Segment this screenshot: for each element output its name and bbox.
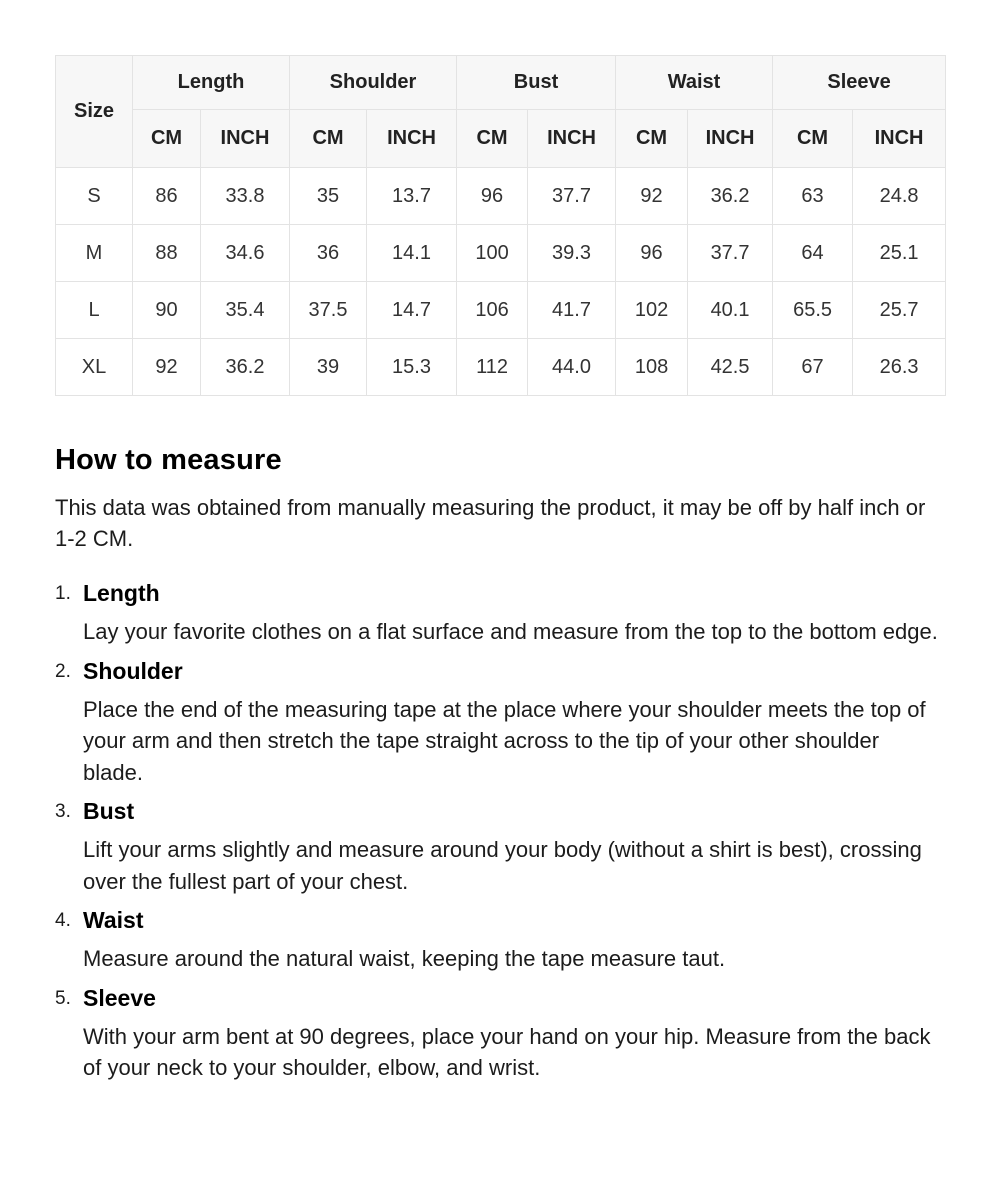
step-description: Lay your favorite clothes on a flat surface and measure from the top to the bottom edge. bbox=[83, 619, 938, 644]
cell-value: 14.7 bbox=[367, 282, 457, 339]
cell-value: 67 bbox=[773, 339, 853, 396]
size-label: L bbox=[56, 282, 133, 339]
cell-value: 41.7 bbox=[528, 282, 616, 339]
unit-header-shoulder-cm: CM bbox=[290, 110, 367, 168]
step-term: Waist bbox=[83, 907, 144, 933]
unit-header-bust-inch: INCH bbox=[528, 110, 616, 168]
cell-value: 37.5 bbox=[290, 282, 367, 339]
cell-value: 100 bbox=[457, 225, 528, 282]
cell-value: 112 bbox=[457, 339, 528, 396]
cell-value: 39.3 bbox=[528, 225, 616, 282]
table-row bbox=[56, 168, 946, 225]
step-term: Bust bbox=[83, 798, 135, 824]
step-number: 3. bbox=[55, 801, 71, 822]
step-description: Place the end of the measuring tape at the place where your shoulder meets the top of your arm and then stretch the tape straight across to the tip of your other shoulder blade. bbox=[83, 696, 926, 785]
cell-value: 36 bbox=[290, 225, 367, 282]
cell-value: 35 bbox=[290, 168, 367, 225]
group-header-shoulder: Shoulder bbox=[290, 56, 457, 110]
group-header-bust: Bust bbox=[457, 56, 616, 110]
cell-value: 42.5 bbox=[688, 339, 773, 396]
cell-value: 63 bbox=[773, 168, 853, 225]
step-term: Sleeve bbox=[83, 984, 156, 1011]
size-label: S bbox=[56, 168, 133, 225]
cell-value: 88 bbox=[133, 225, 201, 282]
cell-value: 34.6 bbox=[201, 225, 290, 282]
cell-value: 25.1 bbox=[853, 225, 946, 282]
unit-header-sleeve-cm: CM bbox=[773, 110, 853, 168]
cell-value: 13.7 bbox=[367, 168, 457, 225]
cell-value: 40.1 bbox=[688, 282, 773, 339]
cell-value: 96 bbox=[616, 225, 688, 282]
cell-value: 106 bbox=[457, 282, 528, 339]
unit-header-length-cm: CM bbox=[133, 110, 201, 168]
cell-value: 25.7 bbox=[853, 282, 946, 339]
cell-value: 37.7 bbox=[688, 225, 773, 282]
cell-value: 15.3 bbox=[367, 339, 457, 396]
cell-value: 90 bbox=[133, 282, 201, 339]
step-number: 2. bbox=[55, 660, 71, 682]
cell-value: 26.3 bbox=[853, 339, 946, 396]
table-row bbox=[56, 225, 946, 282]
measure-steps-list bbox=[55, 580, 945, 1084]
size-chart-table bbox=[55, 55, 946, 396]
cell-value: 44.0 bbox=[528, 339, 616, 396]
cell-value: 65.5 bbox=[773, 282, 853, 339]
cell-value: 92 bbox=[133, 339, 201, 396]
unit-header-waist-inch: INCH bbox=[688, 110, 773, 168]
step-description: Measure around the natural waist, keeping the tape measure taut. bbox=[83, 946, 726, 971]
list-item bbox=[55, 798, 945, 897]
cell-value: 33.8 bbox=[201, 168, 290, 225]
size-label: XL bbox=[56, 339, 133, 396]
list-item bbox=[55, 580, 945, 648]
unit-header-shoulder-inch: INCH bbox=[367, 110, 457, 168]
group-header-sleeve: Sleeve bbox=[773, 56, 946, 110]
cell-value: 64 bbox=[773, 225, 853, 282]
cell-value: 86 bbox=[133, 168, 201, 225]
cell-value: 36.2 bbox=[688, 168, 773, 225]
cell-value: 39 bbox=[290, 339, 367, 396]
how-to-measure-heading: How to measure bbox=[55, 444, 282, 476]
list-item bbox=[55, 658, 945, 789]
cell-value: 92 bbox=[616, 168, 688, 225]
cell-value: 96 bbox=[457, 168, 528, 225]
step-term: Length bbox=[83, 580, 160, 606]
unit-header-bust-cm: CM bbox=[457, 110, 528, 168]
cell-value: 24.8 bbox=[853, 168, 946, 225]
size-label: M bbox=[56, 225, 133, 282]
cell-value: 14.1 bbox=[367, 225, 457, 282]
table-row bbox=[56, 339, 946, 396]
group-header-waist: Waist bbox=[616, 56, 773, 110]
step-number: 4. bbox=[55, 910, 71, 931]
cell-value: 108 bbox=[616, 339, 688, 396]
step-description: Lift your arms slightly and measure around your body (without a shirt is best), crossing over the fullest part of your chest. bbox=[83, 837, 922, 894]
cell-value: 35.4 bbox=[201, 282, 290, 339]
size-column-header: Size bbox=[56, 56, 133, 168]
cell-value: 36.2 bbox=[201, 339, 290, 396]
table-row bbox=[56, 282, 946, 339]
list-item bbox=[55, 907, 945, 975]
unit-header-sleeve-inch: INCH bbox=[853, 110, 946, 168]
list-item bbox=[55, 985, 945, 1084]
group-header-length: Length bbox=[133, 56, 290, 110]
step-number: 1. bbox=[55, 583, 71, 604]
unit-header-length-inch: INCH bbox=[201, 110, 290, 168]
step-term: Shoulder bbox=[83, 657, 183, 684]
how-to-measure-intro: This data was obtained from manually measuring the product, it may be off by half inch or 1-2 CM. bbox=[55, 495, 926, 551]
cell-value: 102 bbox=[616, 282, 688, 339]
unit-header-waist-cm: CM bbox=[616, 110, 688, 168]
step-description: With your arm bent at 90 degrees, place your hand on your hip. Measure from the back of your neck to your shoulder, elbow, and wrist. bbox=[83, 1023, 931, 1080]
step-number: 5. bbox=[55, 987, 71, 1009]
cell-value: 37.7 bbox=[528, 168, 616, 225]
